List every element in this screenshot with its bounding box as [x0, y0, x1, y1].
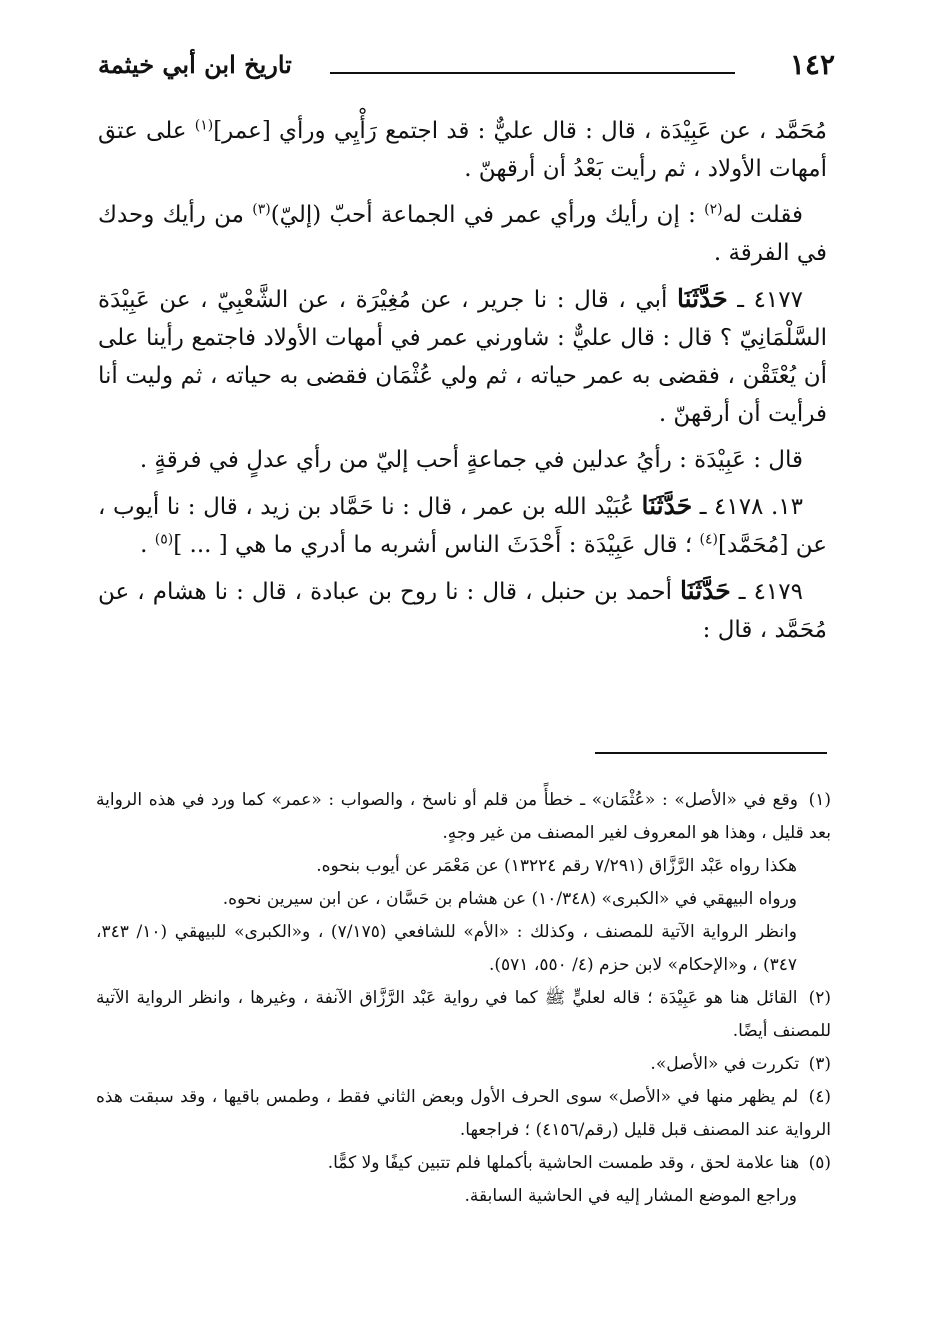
haddathana-keyword: حَدَّثَنَا: [641, 491, 693, 520]
footnote-continuation: ورواه البيهقي في «الكبرى» (١٠/٣٤٨) عن هشام بن حَسَّان ، عن ابن سيرين نحوه.: [222, 889, 797, 909]
footnote-marker: (٥): [808, 1153, 831, 1173]
footnote-marker: (٤): [808, 1087, 831, 1107]
page-number: ١٤٢: [789, 48, 835, 81]
text-segment: فقلت له: [722, 202, 803, 228]
footnote-continuation: وراجع الموضع المشار إليه في الحاشية السابقة.: [464, 1186, 797, 1206]
paragraph: [98, 441, 827, 479]
hadith-4178: [98, 487, 827, 564]
footnote-text: لم يظهر منها في «الأصل» سوى الحرف الأول وبعض الثاني فقط ، وطمس باقيها ، وقد سبقت هذه الرواية عند المصنف قبل قليل (رقم/٤١٥٦) ؛ فراجعها.: [96, 1087, 831, 1140]
haddathana-keyword: حَدَّثَنَا: [680, 576, 731, 605]
text-segment: عُبَيْد الله بن عمر ، قال : نا حَمَّاد بن زيد ، قال : نا أيوب ، عن [مُحَمَّد]: [98, 494, 827, 558]
footnotes: [96, 784, 831, 1213]
haddathana-keyword: حَدَّثَنَا: [676, 284, 728, 313]
main-text: [98, 112, 827, 657]
footnote-marker: (٢): [808, 988, 831, 1008]
paragraph: [98, 196, 827, 272]
footnote-text: وقع في «الأصل» : «عُثْمَان» ـ خطأً من قلم أو ناسخ ، والصواب : «عمر» كما ورد في هذه الرواية بعد قليل ، وهذا هو المعروف لغير المصنف من غير وجهٍ.: [96, 790, 831, 843]
footnote-3: [96, 1048, 831, 1081]
text-segment: على عتق أمهات الأولاد ، ثم رأيت بَعْدُ أن أرقهنّ .: [98, 118, 827, 182]
footnote-marker: (٣): [808, 1054, 831, 1074]
text-segment: أحمد بن حنبل ، قال : نا روح بن عبادة ، قال : نا هشام ، عن مُحَمَّد ، قال :: [98, 579, 827, 643]
footnote-1: [96, 784, 831, 850]
text-segment: .: [140, 532, 155, 558]
footnote-4: [96, 1081, 831, 1147]
hadith-number: ١٣. ٤١٧٨ ـ: [699, 494, 803, 520]
hadith-4177: [98, 280, 827, 433]
footnote-2: [96, 982, 831, 1048]
footnote-continuation: وانظر الرواية الآتية للمصنف ، وكذلك : «الأم» للشافعي (٧/١٧٥) ، و«الكبرى» للبيهقي (١٠/ ٣٤٣، ٣٤٧) ، و«الإحكام» لابن حزم (٤/ ٥٥٠، ٥٧١).: [96, 922, 797, 975]
footnote-ref: (٢): [704, 201, 723, 218]
text-segment: قال : عَبِيْدَة : رأيُ عدلين في جماعةٍ أحب إليّ من رأي عدلٍ في فرقةٍ .: [139, 447, 803, 473]
footnote-ref: (١): [194, 117, 214, 134]
text-segment: : إن رأيك ورأي عمر في الجماعة أحبّ (إليّ): [270, 202, 705, 228]
footnote-text: القائل هنا هو عَبِيْدَة ؛ قاله لعليٍّ ﷺ كما في رواية عَبْد الرَّزَّاق الآنفة ، وغيرها ، وانظر الرواية الآتية للمصنف أيضًا.: [96, 988, 831, 1041]
text-segment: من رأيك وحدك في الفرقة .: [98, 202, 827, 266]
text-segment: أبي ، قال : نا جرير ، عن مُغِيْرَة ، عن الشَّعْبِيّ ، عن عَبِيْدَة السَّلْمَانِيّ ؟ قال : قال عليٌّ : شاورني عمر في أمهات الأولاد فاجتمع رأينا على أن يُعْتَقْن ، فقضى به عمر حياته ، ثم ولي عُثْمَان فقضى به حياته ، ثم وليت أنا فرأيت أن أرقهنّ .: [98, 287, 827, 427]
text-segment: مُحَمَّد ، عن عَبِيْدَة ، قال : قال عليٌّ : قد اجتمع رَأْيِي ورأي [عمر]: [213, 118, 827, 144]
header-rule: [330, 72, 735, 74]
footnote-marker: (١): [808, 790, 831, 810]
footnote-ref: (٣): [252, 201, 271, 218]
running-title: تاريخ ابن أبي خيثمة: [98, 50, 292, 79]
running-header: [98, 48, 835, 88]
hadith-number: ٤١٧٧ ـ: [737, 287, 803, 313]
hadith-4179: [98, 572, 827, 649]
footnote-text: هنا علامة لحق ، وقد طمست الحاشية بأكملها فلم تتبين كيفًا ولا كمًّا.: [327, 1153, 800, 1173]
hadith-number: ٤١٧٩ ـ: [738, 579, 803, 605]
footnote-text: تكررت في «الأصل».: [650, 1054, 800, 1074]
paragraph: [98, 112, 827, 188]
footnote-5: [96, 1147, 831, 1180]
footnote-ref: (٤): [699, 531, 718, 548]
footnote-separator: [595, 752, 827, 754]
text-segment: ؛ قال عَبِيْدَة : أَحْدَثَ الناس أشربه ما أدري ما هي [ ... ]: [173, 532, 700, 558]
footnote-ref: (٥): [154, 531, 174, 548]
footnote-continuation: هكذا رواه عَبْد الرَّزَّاق (٧/٢٩١ رقم ١٣٢٢٤) عن مَعْمَر عن أيوب بنحوه.: [316, 856, 797, 876]
